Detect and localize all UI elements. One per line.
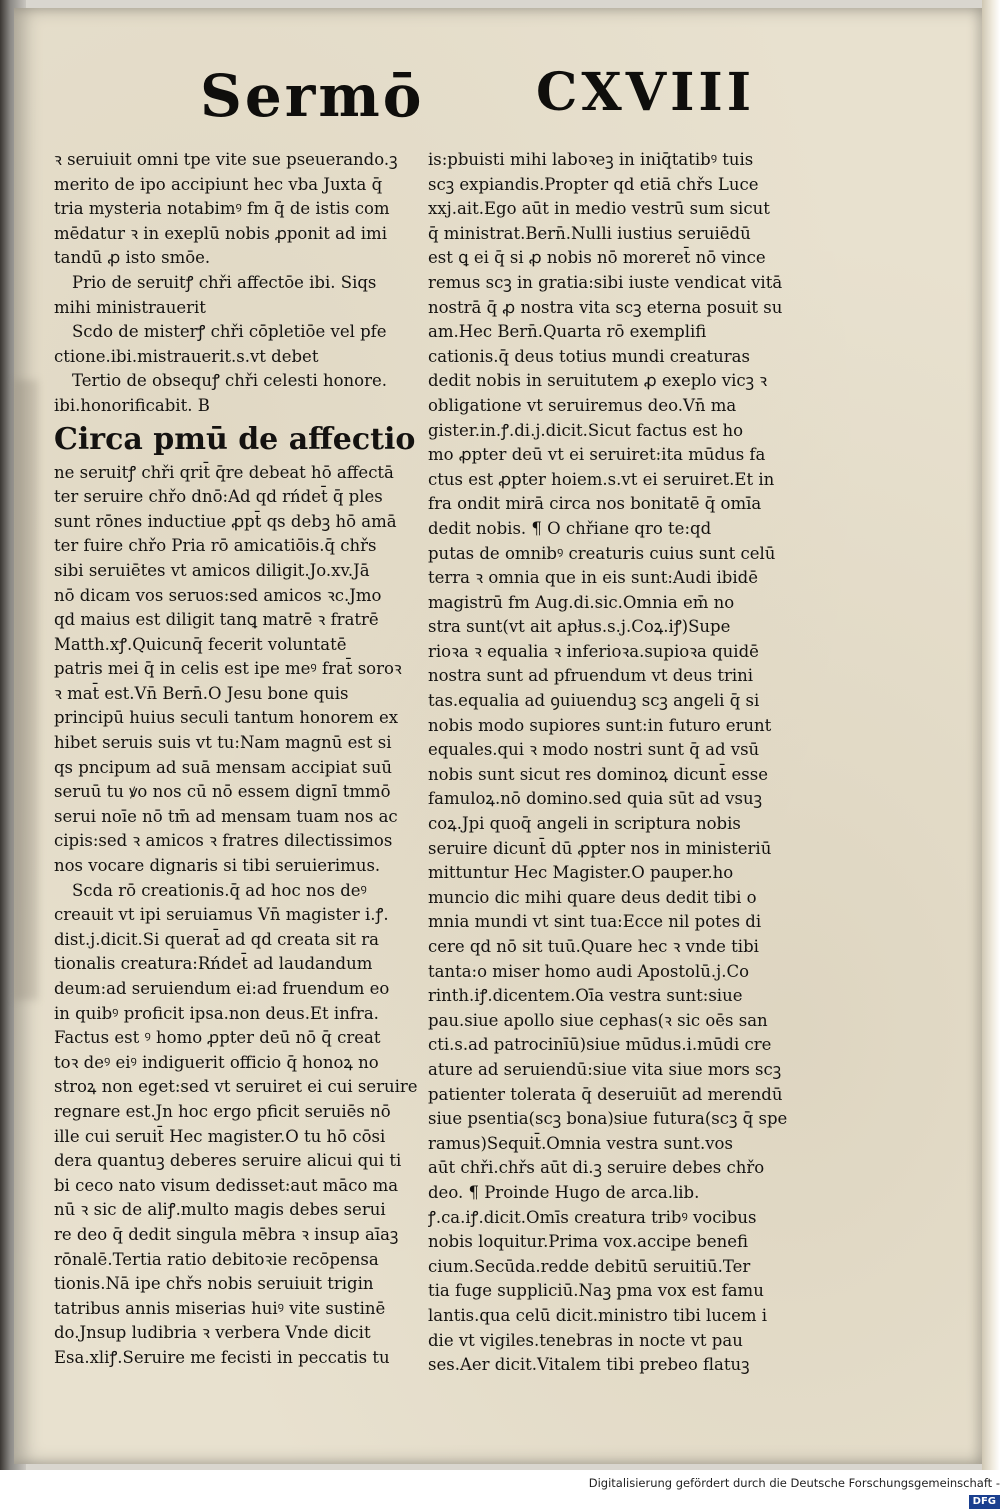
text-line: putas de omnibꝰ creaturis cuius sunt celū xyxy=(428,543,776,563)
text-line: tria mysteria notabimꝰ fm q̄ de istis com xyxy=(54,199,390,219)
text-line: nostrā q̄ ꝓ nostra vita scꝫ eterna posuit su xyxy=(428,297,783,317)
text-line: ꝛ seruiuit omni tpe vite sue pseuerando.ꝫ xyxy=(54,150,398,169)
text-line: bi ceco nato visum dedisset:aut māco ma xyxy=(54,1175,399,1195)
text-line: ctus est ꝓpter hoiem.s.vt ei seruiret.Et in xyxy=(428,469,775,489)
text-line: re deo q̄ dedit singula mēbra ꝛ insup aīaꝫ xyxy=(54,1224,399,1244)
text-line: serui noīe nō tm̄ ad mensam tuam nos ac xyxy=(54,806,398,826)
text-line: tandū ꝓ isto smōe. xyxy=(54,248,211,268)
right-text-column xyxy=(428,148,824,1378)
text-line: magistrū fm Aug.di.sic.Omnia em̄ no xyxy=(428,592,735,612)
text-line: do.Jnsup ludibria ꝛ verbera Vnde dicit xyxy=(54,1323,371,1343)
page-right-edge xyxy=(982,0,1000,1470)
text-line: mnia mundi vt sint tua:Ecce nil potes di xyxy=(428,912,762,932)
text-line: ꝭ.ca.iꝭ.dicit.Omīs creatura tribꝰ vocibus xyxy=(428,1207,757,1227)
text-line: cipis:sed ꝛ amicos ꝛ fratres dilectissimos xyxy=(54,831,393,851)
text-line: tas.equalia ad ꝯuiuenduꝫ scꝫ angeli q̄ si xyxy=(428,691,760,711)
text-line: ctione.ibi.mistrauerit.s.vt debet xyxy=(54,346,319,366)
dfg-logo: DFG xyxy=(969,1495,1000,1509)
running-title: Sermō xyxy=(200,62,425,130)
text-line: mo ꝓpter deū vt ei seruiret:ita mūdus fa xyxy=(428,445,766,465)
text-line: nostra sunt ad pfruendum vt deus trini xyxy=(428,666,754,686)
text-line: in quibꝰ proficit ipsa.non deus.Et infra. xyxy=(54,1003,379,1023)
text-line: deo. ¶ Proinde Hugo de arca.lib. xyxy=(428,1182,700,1202)
text-line: Factus est ꝰ homo ꝓpter deū nō q̄ creat xyxy=(54,1028,381,1048)
text-line: patienter tolerata q̄ deseruiūt ad merendū xyxy=(428,1084,783,1104)
text-line: Scda rō creationis.q̄ ad hoc nos deꝰ xyxy=(72,880,367,900)
text-line: cere qd nō sit tuū.Quare hec ꝛ vnde tibi xyxy=(428,937,759,956)
text-line: nū ꝛ sic de aliꝭ.multo magis debes serui xyxy=(54,1200,386,1220)
text-line: Circa pmū de affectio xyxy=(54,421,416,457)
text-line: sunt rōnes inductiue ꝓpt̄ qs debꝫ hō amā xyxy=(54,511,397,531)
text-line: ramus)Sequit̄.Omnia vestra sunt.vos xyxy=(428,1133,733,1153)
text-line: ter seruire chřo dnō:Ad qd rńdet̄ q̄ ples xyxy=(54,487,383,507)
text-line: equales.qui ꝛ modo nostri sunt q̄ ad vsū xyxy=(428,740,760,760)
text-line: mittuntur Hec Magister.O pauper.ho xyxy=(428,863,734,883)
text-line: remus scꝫ in gratia:sibi iuste vendicat vitā xyxy=(428,272,783,292)
text-line: qs pncipum ad suā mensam accipiat suū xyxy=(54,757,392,777)
text-line: tionis.Nā ipe chřs nobis seruiuit trigin xyxy=(54,1274,374,1294)
text-line: rinth.iꝭ.dicentem.Oīa vestra sunt:siue xyxy=(428,986,743,1006)
text-line: dedit nobis. ¶ O chřiane qro te:qd xyxy=(428,518,712,538)
text-line: gister.in.ꝭ.di.j.dicit.Sicut factus est ho xyxy=(428,420,744,440)
text-line: seruū tu ꝟo nos cū nō essem dignī tmmō xyxy=(54,782,391,802)
text-line: dedit nobis in seruitutem ꝓ exeplo vicꝫ ꝛ xyxy=(428,371,768,391)
text-line: am.Hec Bern̄.Quarta rō exemplifi xyxy=(428,322,707,342)
text-line: stroꝝ non eget:sed vt seruiret ei cui seruire xyxy=(54,1077,418,1097)
text-line: q̄ ministrat.Bern̄.Nulli iustius seruiēdū xyxy=(428,223,751,243)
text-line: toꝛ deꝰ eiꝰ indiguerit officio q̄ honoꝝ no xyxy=(54,1052,379,1072)
text-line: rioꝛa ꝛ equalia ꝛ inferioꝛa.supioꝛa quidē xyxy=(428,641,759,661)
text-line: ses.Aer dicit.Vitalem tibi prebeo flatuꝫ xyxy=(428,1355,750,1375)
text-line: cationis.q̄ deus totius mundi creaturas xyxy=(428,346,750,366)
text-line: Esa.xliꝭ.Seruire me fecisti in peccatis tu xyxy=(54,1347,390,1367)
text-line: aūt chři.chřs aūt di.ꝫ seruire debes chřo xyxy=(428,1158,765,1178)
text-line: Tertio de obsequꝭ chři celesti honore. xyxy=(72,371,387,391)
text-line: deum:ad seruiendum ei:ad fruendum eo xyxy=(54,979,390,998)
text-line: pau.siue apollo siue cephas(ꝛ sic oēs san xyxy=(428,1010,768,1030)
text-line: mihi ministrauerit xyxy=(54,297,206,317)
text-line: nō dicam vos seruos:sed amicos ꝛc.Jmo xyxy=(54,585,382,605)
text-line: terra ꝛ omnia que in eis sunt:Audi ibidē xyxy=(428,568,758,588)
page-stain xyxy=(14,380,38,1000)
text-line: fra ondit mirā circa nos bonitatē q̄ omīa xyxy=(428,494,762,514)
text-line: ature ad seruiendū:siue vita siue mors scꝫ xyxy=(428,1059,782,1079)
text-line: tionalis creatura:Rńdet̄ ad laudandum xyxy=(54,954,373,974)
text-line: Matth.xꝭ.Quicunq̄ fecerit voluntatē xyxy=(54,634,347,654)
footer-credit: Digitalisierung gefördert durch die Deutsche Forschungsgemeinschaft - xyxy=(588,1476,1000,1490)
text-line: famuloꝝ.nō domino.sed quia sūt ad vsuꝫ xyxy=(428,789,762,809)
text-line: mēdatur ꝛ in exeplū nobis ꝓponit ad imi xyxy=(54,223,387,243)
text-line: Prio de seruitꝭ chři affectōe ibi. Siqs xyxy=(72,272,377,292)
text-line: tanta:o miser homo audi Apostolū.j.Co xyxy=(428,961,750,981)
funding-footer xyxy=(560,1474,1000,1507)
text-line: coꝝ.Jpi quoq̄ angeli in scriptura nobis xyxy=(428,814,741,834)
text-line: patris mei q̄ in celis est ipe meꝰ frat̄ soroꝛ xyxy=(54,659,402,679)
text-line: qd maius est diligit tanꝗ matrē ꝛ fratrē xyxy=(54,610,379,630)
text-line: obligatione vt seruiremus deo.Vn̄ ma xyxy=(428,395,737,415)
text-line: hibet seruis suis vt tu:Nam magnū est si xyxy=(54,733,392,753)
text-line: ibi.honorificabit. B xyxy=(54,395,210,415)
text-line: creauit vt ipi seruiamus Vn̄ magister i.ꝭ. xyxy=(54,905,389,925)
text-line: ille cui seruit̄ Hec magister.O tu hō cōsi xyxy=(54,1126,386,1146)
left-text-column xyxy=(54,148,426,1371)
text-line: est ꝗ ei q̄ si ꝓ nobis nō moreret̄ nō vince xyxy=(428,248,766,268)
text-line: muncio dic mihi quare deus dedit tibi o xyxy=(428,887,757,907)
text-line: scꝫ expiandis.Propter qd etiā chřs Luce xyxy=(428,174,759,194)
text-line: die vt vigiles.tenebras in nocte vt pau xyxy=(428,1330,743,1350)
text-line: Scdo de misterꝭ chři cōpletiōe vel pfe xyxy=(72,322,387,342)
folio-number: CXVIII xyxy=(536,62,756,123)
text-line: nobis modo supiores sunt:in futuro erunt xyxy=(428,715,772,735)
text-line: sibi seruiētes vt amicos diligit.Jo.xv.Jā xyxy=(54,560,370,580)
text-line: dera quantuꝫ deberes seruire alicui qui ti xyxy=(54,1151,402,1171)
text-line: ne seruitꝭ chři qrit̄ q̄re debeat hō affectā xyxy=(54,462,394,482)
text-line: ter fuire chřo Pria rō amicatiōis.q̄ chřs xyxy=(54,536,377,556)
text-line: tia fuge suppliciū.Naꝫ pma vox est famu xyxy=(428,1281,764,1301)
text-line: dist.j.dicit.Si querat̄ ad qd creata sit ra xyxy=(54,929,379,949)
text-line: siue psentia(scꝫ bona)siue futura(scꝫ q̄ spe xyxy=(428,1109,788,1129)
text-line: principū huius seculi tantum honorem ex xyxy=(54,708,399,728)
text-line: is:pbuisti mihi laboꝛeꝫ in iniq̄tatibꝰ tuis xyxy=(428,150,754,169)
text-line: regnare est.Jn hoc ergo pficit seruiēs nō xyxy=(54,1101,391,1121)
text-line: stra sunt(vt ait apłus.s.j.Coꝝ.iꝭ)Supe xyxy=(428,617,731,637)
text-line: rōnalē.Tertia ratio debitoꝛie recōpensa xyxy=(54,1249,379,1269)
text-line: ꝛ mat̄ est.Vn̄ Bern̄.O Jesu bone quis xyxy=(54,683,349,703)
text-line: nobis sunt sicut res dominoꝝ dicunt̄ esse xyxy=(428,764,768,784)
text-line: xxj.ait.Ego aūt in medio vestrū sum sicut xyxy=(428,199,770,219)
text-line: tatribus annis miserias huiꝰ vite sustinē xyxy=(54,1298,386,1318)
text-line: nobis loquitur.Prima vox.accipe benefi xyxy=(428,1232,749,1252)
text-line: merito de ipo accipiunt hec vba Juxta q̄ xyxy=(54,174,383,194)
text-line: seruire dicunt̄ dū ꝓpter nos in ministeriū xyxy=(428,838,772,858)
text-line: nos vocare dignaris si tibi seruierimus. xyxy=(54,856,381,876)
text-line: cium.Secūda.redde debitū seruitiū.Ter xyxy=(428,1256,751,1276)
text-line: lantis.qua celū dicit.ministro tibi lucem i xyxy=(428,1305,768,1325)
text-line: cti.s.ad patrocinīū)siue mūdus.i.mūdi cre xyxy=(428,1035,772,1055)
